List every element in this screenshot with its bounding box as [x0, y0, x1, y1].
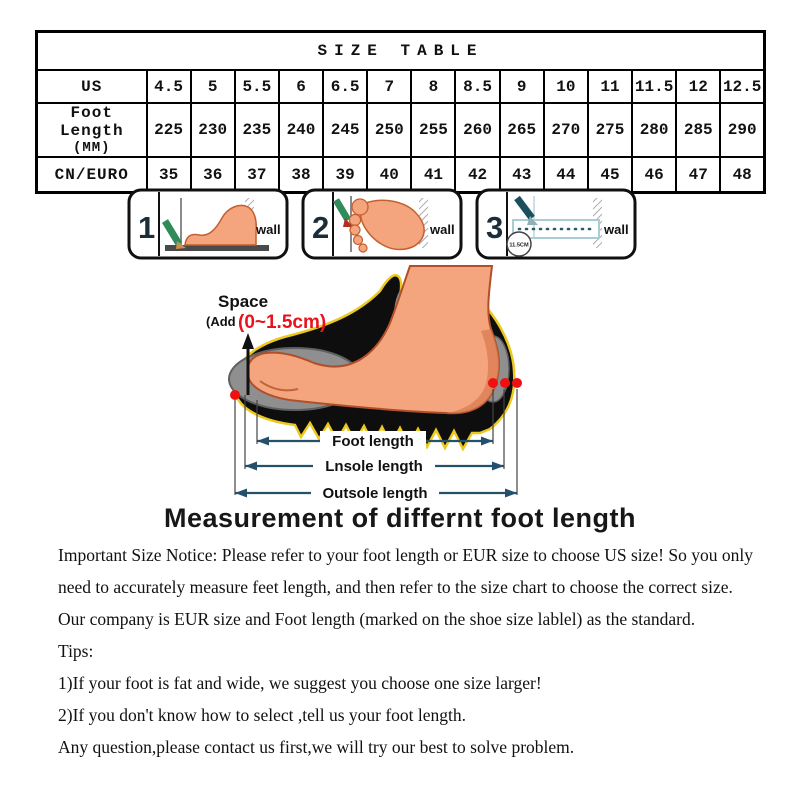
toe	[350, 225, 360, 235]
us-cell: 6.5	[323, 70, 367, 103]
measure-circle-label: 11.5CM	[509, 242, 529, 249]
measure-dot	[488, 378, 498, 388]
eu-cell: 39	[323, 157, 367, 193]
mm-cell: 260	[455, 103, 499, 157]
size-table-title-row	[37, 32, 765, 71]
measure-dot	[230, 390, 240, 400]
space-label: Space	[218, 292, 269, 311]
eu-cell: 35	[147, 157, 191, 193]
us-cell: 9	[500, 70, 544, 103]
mm-cell: 255	[411, 103, 455, 157]
size-table-title: SIZE TABLE	[37, 32, 765, 71]
eu-cell: 44	[544, 157, 588, 193]
toe	[359, 244, 367, 252]
outsole-length-label: Outsole length	[322, 485, 428, 502]
notice-line: Any question,please contact us first,we will try our best to solve problem.	[58, 737, 575, 757]
eu-cell: 37	[235, 157, 279, 193]
wall-label: wall	[604, 222, 629, 237]
notice-line: 2)If you don't know how to select ,tell us your foot length.	[58, 705, 467, 725]
foot-length-label-line1: Foot Length	[59, 104, 124, 140]
insole-length-arrow	[245, 456, 504, 475]
step-number: 2	[312, 210, 330, 245]
eu-cell: 48	[720, 157, 764, 193]
eu-cell: 45	[588, 157, 632, 193]
eu-cell: 38	[279, 157, 323, 193]
mm-cell: 235	[235, 103, 279, 157]
us-cell: 5.5	[235, 70, 279, 103]
mm-cell: 285	[676, 103, 720, 157]
us-cell: 6	[279, 70, 323, 103]
notice-line: 1)If your foot is fat and wide, we suggest you choose one size larger!	[58, 673, 542, 693]
mm-cell: 290	[720, 103, 764, 157]
insole-length-label: Lnsole length	[325, 458, 423, 475]
us-cell: 12.5	[720, 70, 764, 103]
size-notice	[58, 539, 758, 763]
us-cell: 8	[411, 70, 455, 103]
row-label-us: US	[37, 70, 147, 103]
eu-cell: 41	[411, 157, 455, 193]
step-number: 1	[138, 210, 156, 245]
mm-cell: 225	[147, 103, 191, 157]
mm-cell: 230	[191, 103, 235, 157]
us-cell: 12	[676, 70, 720, 103]
mm-cell: 250	[367, 103, 411, 157]
foot-length-diagram	[180, 263, 630, 511]
us-cell: 7	[367, 70, 411, 103]
mm-cell: 280	[632, 103, 676, 157]
eu-cell: 47	[676, 157, 720, 193]
us-cell: 10	[544, 70, 588, 103]
measure-step-3	[477, 190, 635, 258]
step-number: 3	[486, 210, 504, 245]
mm-cell: 270	[544, 103, 588, 157]
notice-line: need to accurately measure feet length, and then refer to the size chart to choose the correct size.	[58, 577, 733, 597]
add-value-label: (0~1.5cm)	[238, 312, 327, 333]
eu-cell: 40	[367, 157, 411, 193]
toe	[349, 214, 360, 225]
mm-cell: 245	[323, 103, 367, 157]
wall-label: wall	[430, 222, 455, 237]
mm-cell: 265	[500, 103, 544, 157]
toe	[354, 236, 363, 245]
us-cell: 11.5	[632, 70, 676, 103]
space-arrowhead	[242, 333, 254, 349]
measurement-steps	[126, 186, 642, 264]
foot-length-label: Foot length	[332, 433, 414, 450]
eu-cell: 42	[455, 157, 499, 193]
us-size-row	[37, 70, 765, 103]
diagram-heading: Measurement of differnt foot length	[164, 503, 636, 533]
mm-cell: 240	[279, 103, 323, 157]
big-toe	[352, 199, 368, 215]
eu-cell: 43	[500, 157, 544, 193]
measure-step-2	[303, 190, 461, 258]
measure-dot	[500, 378, 510, 388]
us-cell: 11	[588, 70, 632, 103]
row-label-foot-length	[37, 103, 147, 157]
us-cell: 8.5	[455, 70, 499, 103]
wall-label: wall	[256, 222, 281, 237]
notice-line: Tips:	[58, 641, 94, 661]
measure-dot	[512, 378, 522, 388]
add-prefix-label: (Add	[206, 314, 236, 329]
us-cell: 4.5	[147, 70, 191, 103]
size-table	[35, 30, 766, 194]
foot-length-row	[37, 103, 765, 157]
outsole-length-arrow	[235, 483, 517, 502]
notice-line: Our company is EUR size and Foot length (marked on the shoe size lablel) as the standard.	[58, 609, 696, 629]
measure-step-1	[129, 190, 287, 258]
row-label-cn-euro: CN/EURO	[37, 157, 147, 193]
notice-line: Important Size Notice: Please refer to your foot length or EUR size to choose US size! So you only	[58, 545, 753, 565]
mm-cell: 275	[588, 103, 632, 157]
us-cell: 5	[191, 70, 235, 103]
eu-cell: 36	[191, 157, 235, 193]
eu-cell: 46	[632, 157, 676, 193]
foot-length-label-line2: (MM)	[72, 140, 111, 156]
